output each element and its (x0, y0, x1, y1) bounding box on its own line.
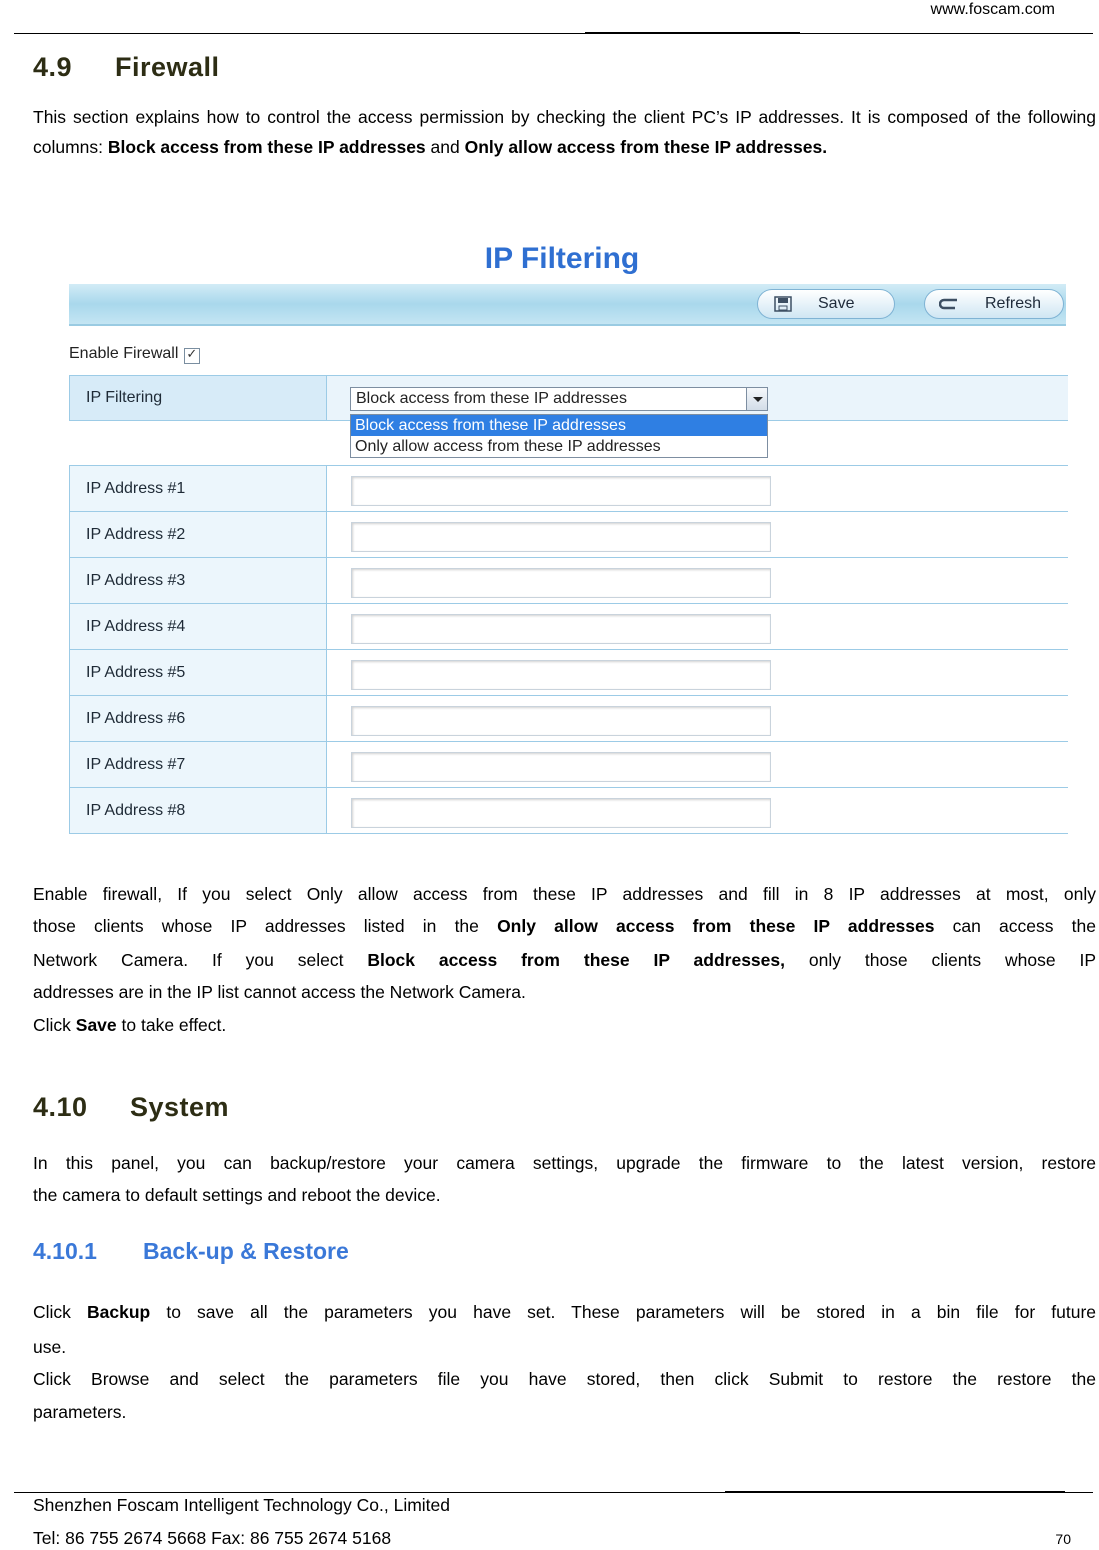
ip-label-2: IP Address #2 (70, 512, 327, 558)
section-heading-system (33, 1092, 229, 1123)
dropdown-option-block[interactable]: Block access from these IP addresses (351, 415, 767, 436)
ip-label-7: IP Address #7 (70, 742, 327, 788)
ip-filtering-dropdown (350, 414, 768, 458)
header-rule-accent (585, 32, 800, 34)
ip-address-input-5[interactable] (351, 660, 771, 690)
header-rule (14, 33, 1093, 34)
section-number: 4.10 (33, 1092, 88, 1122)
subsection-heading-backup (33, 1238, 349, 1265)
desc-bold: Only allow access from these IP addresses (497, 916, 935, 936)
desc-bold: Save (75, 1015, 117, 1035)
intro-text-1: This section explains how to control the access permission by checking the client PC’s IP addresses. It is composed of the following columns: (33, 107, 1096, 157)
ip-address-input-2[interactable] (351, 522, 771, 552)
ip-filtering-screenshot (56, 234, 1068, 842)
table-row (70, 788, 1069, 834)
table-row (70, 604, 1069, 650)
save-button[interactable] (757, 289, 895, 319)
intro-text-2: and (425, 137, 465, 157)
system-line-2: the camera to default settings and reboot the device. (33, 1185, 441, 1205)
ip-address-input-3[interactable] (351, 568, 771, 598)
backup-line-3: Click Browse and select the parameters file you have stored, then click Submit to restore the restore the (33, 1369, 1096, 1389)
dropdown-option-allow[interactable]: Only allow access from these IP addresses (355, 438, 661, 455)
ip-label-8: IP Address #8 (70, 788, 327, 834)
ip-label-4: IP Address #4 (70, 604, 327, 650)
table-row (70, 742, 1069, 788)
firewall-desc-line-2 (33, 911, 1096, 941)
ip-address-input-7[interactable] (351, 752, 771, 782)
system-line-1: In this panel, you can backup/restore your camera settings, upgrade the firmware to the latest version, restore (33, 1153, 1096, 1173)
ip-label-3: IP Address #3 (70, 558, 327, 604)
table-row (70, 696, 1069, 742)
desc-text: those clients whose IP addresses listed in the (33, 916, 498, 936)
subsection-number: 4.10.1 (33, 1238, 97, 1264)
section-title: Firewall (115, 52, 220, 82)
desc-text: only those clients whose IP (785, 950, 1096, 970)
intro-bold-1: Block access from these IP addresses (107, 137, 426, 157)
refresh-button[interactable] (924, 289, 1064, 319)
ip-filtering-selected-value: Block access from these IP addresses (356, 390, 627, 407)
desc-bold: Block access from these IP addresses, (367, 950, 785, 970)
save-icon (772, 296, 794, 312)
section-heading-firewall (33, 52, 220, 83)
backup-text: Click (33, 1302, 88, 1322)
ip-label-1: IP Address #1 (70, 466, 327, 512)
desc-text: can access the (934, 916, 1096, 936)
enable-firewall-row (69, 344, 200, 364)
firewall-desc-line-1: Enable firewall, If you select Only allow access from these IP addresses and fill in 8 IP addresses at most, only (33, 884, 1096, 904)
save-label: Save (818, 295, 855, 312)
ip-address-table (69, 465, 1068, 834)
backup-line-1 (33, 1297, 1096, 1327)
ip-label-5: IP Address #5 (70, 650, 327, 696)
enable-firewall-checkbox[interactable] (184, 348, 200, 364)
table-row (70, 558, 1069, 604)
table-row (70, 650, 1069, 696)
ip-address-input-1[interactable] (351, 476, 771, 506)
toolbar (69, 284, 1066, 326)
ip-label-6: IP Address #6 (70, 696, 327, 742)
desc-text: Network Camera. If you select (33, 950, 368, 970)
subsection-title: Back-up & Restore (143, 1238, 349, 1264)
ip-address-input-6[interactable] (351, 706, 771, 736)
firewall-desc-line-5 (33, 1010, 1096, 1040)
footer-contact: Tel: 86 755 2674 5668 Fax: 86 755 2674 5168 (33, 1528, 392, 1548)
firewall-desc-line-3 (33, 945, 1096, 975)
table-row (70, 466, 1069, 512)
ip-filtering-title: IP Filtering (484, 242, 640, 275)
ip-filtering-label: IP Filtering (70, 376, 327, 420)
page-number: 70 (1055, 1531, 1071, 1547)
desc-text: to take effect. (116, 1015, 227, 1035)
header-url: www.foscam.com (930, 1, 1055, 18)
refresh-label: Refresh (985, 295, 1042, 312)
footer-company: Shenzhen Foscam Intelligent Technology Co., Limited (33, 1495, 451, 1515)
backup-line-4: parameters. (33, 1402, 127, 1422)
refresh-icon (939, 296, 961, 312)
ip-address-input-4[interactable] (351, 614, 771, 644)
backup-bold: Backup (87, 1302, 151, 1322)
enable-firewall-label: Enable Firewall (69, 345, 179, 362)
intro-bold-2: Only allow access from these IP addresses. (464, 137, 828, 157)
chevron-down-icon[interactable] (746, 387, 768, 411)
ip-filtering-select[interactable] (350, 387, 768, 411)
table-row (70, 512, 1069, 558)
section-number: 4.9 (33, 52, 73, 82)
backup-line-2: use. (33, 1337, 67, 1357)
firewall-intro (33, 102, 1096, 162)
ip-address-input-8[interactable] (351, 798, 771, 828)
firewall-desc-line-4: addresses are in the IP list cannot access the Network Camera. (33, 982, 526, 1002)
backup-text: to save all the parameters you have set. These parameters will be stored in a bin file for future (150, 1302, 1097, 1322)
desc-text: Click (33, 1015, 76, 1035)
section-title: System (130, 1092, 230, 1122)
footer-rule-accent (725, 1491, 1065, 1493)
